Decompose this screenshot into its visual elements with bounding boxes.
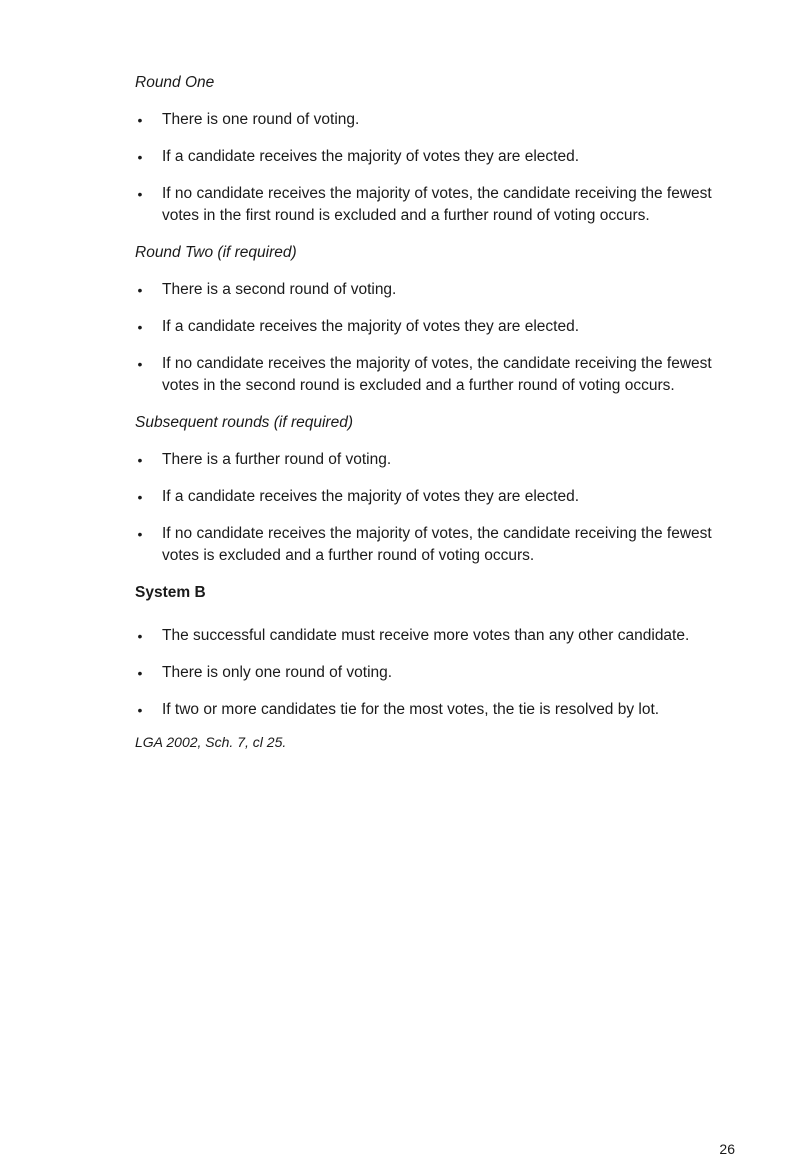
list-item-text: If no candidate receives the majority of votes, the candidate receiving the fewest votes in the second round is excluded and a further round of voting occurs.: [162, 355, 712, 394]
list-item: [135, 662, 735, 684]
system-b-list: [135, 625, 735, 721]
subsequent-rounds-list: [135, 449, 735, 567]
list-item-text: If a candidate receives the majority of votes they are elected.: [162, 148, 580, 165]
list-item: [135, 109, 735, 131]
list-item-text: There is one round of voting.: [162, 111, 360, 128]
list-item-text: There is only one round of voting.: [162, 664, 393, 681]
list-item: [135, 486, 735, 508]
list-item-text: If a candidate receives the majority of votes they are elected.: [162, 488, 580, 505]
list-item: [135, 699, 735, 721]
bullet-icon: •: [137, 149, 143, 165]
list-item: [135, 183, 735, 227]
subsequent-rounds-heading: Subsequent rounds (if required): [135, 414, 353, 431]
page-number: 26: [719, 1141, 735, 1157]
list-item-text: There is a second round of voting.: [162, 281, 397, 298]
list-item-text: If no candidate receives the majority of votes, the candidate receiving the fewest votes in the first round is excluded and a further round of voting occurs.: [162, 185, 712, 224]
list-item-text: If no candidate receives the majority of votes, the candidate receiving the fewest votes is excluded and a further round of voting occurs.: [162, 525, 712, 564]
list-item: [135, 625, 735, 647]
list-item: [135, 146, 735, 168]
bullet-icon: •: [137, 112, 143, 128]
list-item-text: The successful candidate must receive more votes than any other candidate.: [162, 627, 690, 644]
round-two-heading: Round Two (if required): [135, 244, 297, 261]
legislation-reference: LGA 2002, Sch. 7, cl 25.: [135, 734, 287, 750]
list-item: [135, 449, 735, 471]
round-one-heading: Round One: [135, 74, 215, 91]
round-two-list: [135, 279, 735, 397]
bullet-icon: •: [137, 452, 143, 468]
bullet-icon: •: [137, 186, 143, 202]
bullet-icon: •: [137, 489, 143, 505]
bullet-icon: •: [137, 628, 143, 644]
list-item: [135, 523, 735, 567]
list-item: [135, 353, 735, 397]
list-item-text: If two or more candidates tie for the most votes, the tie is resolved by lot.: [162, 701, 660, 718]
system-b-heading: System B: [135, 584, 206, 601]
list-item-text: If a candidate receives the majority of votes they are elected.: [162, 318, 580, 335]
list-item: [135, 279, 735, 301]
page-content: [135, 72, 735, 752]
round-one-list: [135, 109, 735, 227]
list-item-text: There is a further round of voting.: [162, 451, 392, 468]
list-item: [135, 316, 735, 338]
bullet-icon: •: [137, 665, 143, 681]
bullet-icon: •: [137, 282, 143, 298]
bullet-icon: •: [137, 356, 143, 372]
bullet-icon: •: [137, 702, 143, 718]
bullet-icon: •: [137, 319, 143, 335]
bullet-icon: •: [137, 526, 143, 542]
